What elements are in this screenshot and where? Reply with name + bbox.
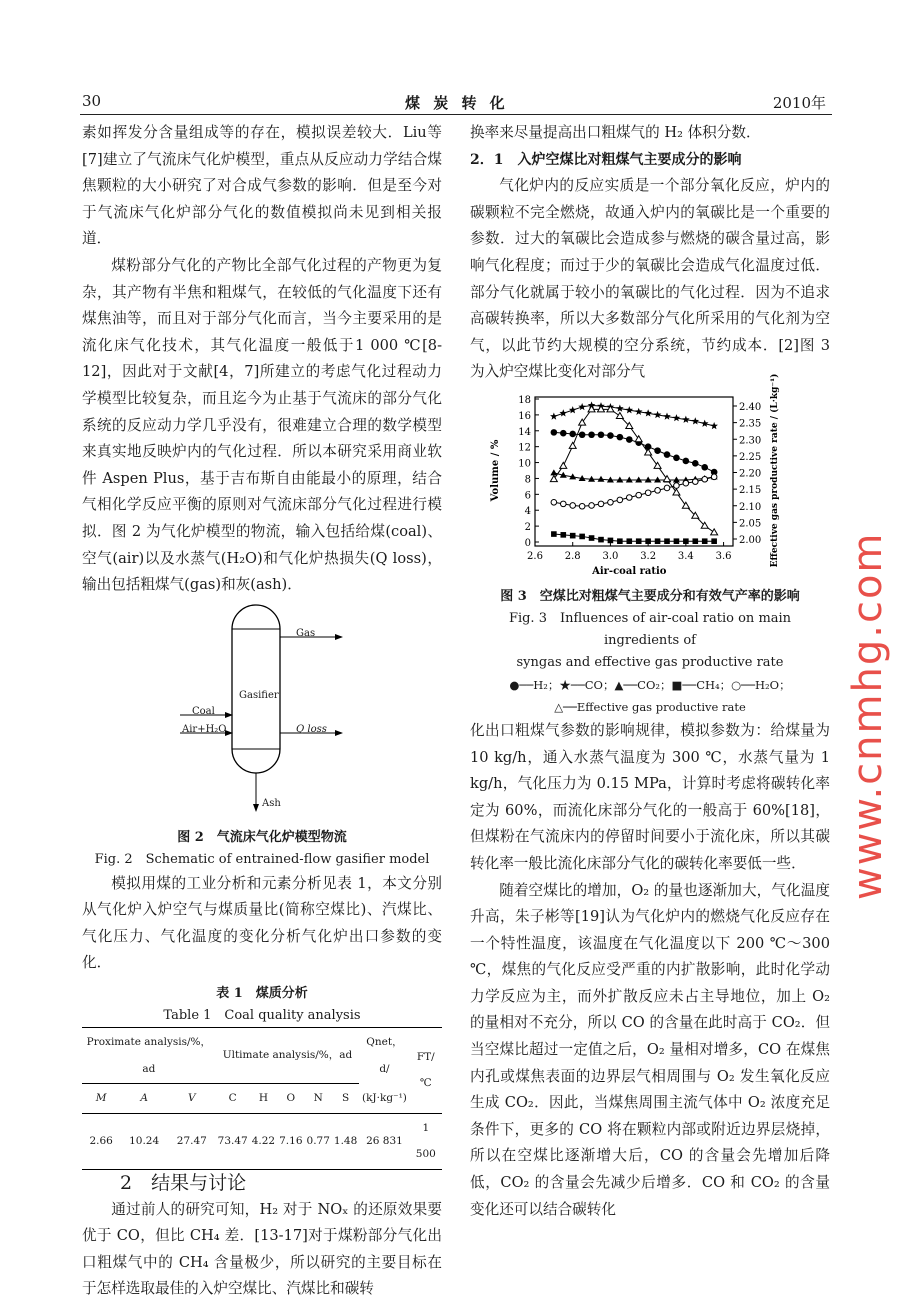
ash-label: Ash: [262, 797, 281, 809]
marker-H2O: [692, 479, 698, 485]
marker-CH4: [598, 537, 604, 543]
marker-CH4: [711, 538, 717, 544]
marker-CH4: [702, 538, 708, 544]
marker-H2O: [674, 483, 680, 489]
paragraph: 模拟用煤的工业分析和元素分析见表 1，本文分别从气化炉入炉空气与煤质量比(简称空煤比)、汽煤比、气化压力、气化温度的变化分析气化炉出口参数的变化．: [82, 874, 442, 972]
y2-tick-label: 2.40: [739, 401, 762, 413]
marker-H2: [626, 436, 633, 443]
table-cell: 4.22: [251, 1135, 276, 1148]
marker-Effective gas productive rate: [569, 442, 576, 448]
marker-H2: [579, 431, 586, 438]
marker-CO2: [654, 476, 661, 482]
watermark: www.cnmhg.com: [845, 531, 891, 900]
marker-H2: [664, 451, 671, 458]
y2-tick-label: 2.10: [739, 501, 762, 513]
y2-tick-label: 2.05: [739, 518, 762, 530]
marker-H2O: [645, 490, 651, 496]
marker-CH4: [636, 538, 642, 544]
marker-CH4: [655, 538, 661, 544]
table-header: N: [313, 1092, 323, 1105]
marker-CO2: [673, 476, 680, 482]
table-header: A: [140, 1092, 148, 1105]
marker-CH4: [692, 538, 698, 544]
table-cell: 10.24: [129, 1135, 160, 1148]
marker-CO: [691, 417, 699, 424]
marker-CO: [550, 412, 558, 419]
coal-label: Coal: [192, 705, 215, 717]
marker-H2O: [570, 503, 576, 509]
marker-H2: [683, 458, 690, 465]
table-cell: 1 500: [415, 1121, 436, 1161]
marker-CO2: [616, 476, 623, 482]
marker-CO2: [550, 469, 557, 475]
marker-H2: [551, 429, 558, 436]
gasifier-label: Gasifier: [239, 689, 279, 701]
figure-3-caption-cn: 图 3 空煤比对粗煤气主要成分和有效气产率的影响: [500, 588, 800, 604]
figure-3-caption-en: Fig. 3 Influences of air-coal ratio on main ingredients of: [508, 610, 792, 648]
x-tick-label: 3.4: [677, 550, 694, 562]
y-tick-label: 18: [518, 394, 531, 406]
marker-H2O: [626, 495, 632, 501]
section-heading: 2 结果与讨论: [120, 1172, 247, 1195]
marker-CH4: [617, 538, 623, 544]
air-coal-ratio-chart: [480, 373, 820, 586]
figure-3: [470, 373, 830, 586]
marker-H2O: [711, 474, 717, 480]
y2-axis-label: Effective gas productive rate / (L·kg⁻¹): [770, 373, 780, 568]
table-header: M: [95, 1092, 107, 1105]
marker-CH4: [608, 538, 614, 544]
marker-H2: [569, 431, 576, 438]
y2-tick-label: 2.20: [739, 468, 762, 480]
marker-H2O: [579, 503, 585, 509]
y2-tick-label: 2.15: [739, 485, 762, 497]
marker-CO: [654, 411, 662, 418]
series-line-Effective gas productive rate: [554, 409, 714, 532]
marker-CO: [616, 404, 624, 411]
table-cell: 73.47: [217, 1135, 248, 1148]
subsection-heading: 2．1 入炉空煤比对粗煤气主要成分的影响: [470, 151, 742, 168]
table-cell: 2.66: [89, 1135, 113, 1148]
marker-CH4: [570, 533, 576, 539]
y2-tick-label: 2.00: [739, 534, 762, 546]
marker-CO: [569, 406, 577, 413]
air-h2o-label: Air+H₂O: [182, 723, 227, 735]
marker-CH4: [645, 538, 651, 544]
marker-CO: [673, 414, 681, 421]
y2-tick-label: 2.25: [739, 451, 762, 463]
marker-H2O: [589, 503, 595, 509]
figure-2-caption-cn: 图 2 气流床气化炉模型物流: [177, 829, 347, 845]
y-tick-label: 2: [524, 522, 531, 534]
marker-CH4: [579, 534, 585, 540]
y-tick-label: 10: [518, 458, 531, 470]
marker-CH4: [626, 538, 632, 544]
table-1-title-en: Table 1 Coal quality analysis: [163, 1008, 361, 1024]
x-axis-label: Air-coal ratio: [592, 565, 667, 577]
marker-CO: [644, 409, 652, 416]
y-tick-label: 16: [518, 410, 531, 422]
figure-3-legend: △──Effective gas productive rate: [554, 699, 746, 714]
y-tick-label: 14: [518, 426, 531, 438]
marker-H2: [654, 447, 661, 454]
figure-2: [82, 599, 442, 827]
marker-H2: [588, 431, 595, 438]
marker-H2O: [655, 487, 661, 493]
y2-tick-label: 2.30: [739, 435, 762, 447]
y-tick-label: 8: [524, 474, 531, 486]
y2-tick-label: 2.35: [739, 418, 762, 430]
paragraph: 煤粉部分气化的产物比全部气化过程的产物更为复杂，其产物有半焦和粗煤气，在较低的气化温度下还有煤焦油等，而且对于部分气化而言，当今主要采用的是流化床气化技术，其气化温度一般低于1 000 ℃[8-12]，因此对于文献[4，7]所建立的考虑气化过程动力学模型比较复杂，而且迄今为止基于气流床的部分气化系统的反应动力学几乎没有，很难建立合理的数学模型来真实地反映炉内的气化过程．所以本研究采用商业软件 Aspen Plus，基于吉布斯自由能最小的原理，结合气相化学反应平衡的原则对气流床部分气化过程进行模拟．图 2 为气化炉模型的物流，输入包括给煤(coal)、空气(air)以及水蒸气(H₂O)和气化炉热损失(Q loss)，输出包括粗煤气(gas)和灰(ash)．: [82, 256, 442, 594]
paragraph: 素如挥发分含量组成等的存在，模拟误差较大．Liu等[7]建立了气流床气化炉模型，重点从反应动力学结合煤焦颗粒的大小研究了对合成气参数的影响．但是至今对于气流床气化炉部分气化的数值模拟尚未见到相关报道．: [82, 124, 442, 248]
marker-CH4: [560, 532, 566, 538]
page-number: 30: [82, 92, 102, 110]
marker-H2O: [617, 497, 623, 503]
marker-H2O: [702, 476, 708, 482]
marker-CO: [559, 409, 567, 416]
marker-Effective gas productive rate: [616, 412, 623, 418]
marker-H2: [692, 460, 699, 467]
marker-H2O: [551, 499, 557, 505]
table-1-title-cn: 表 1 煤质分析: [216, 986, 308, 1002]
table-header: V: [188, 1092, 196, 1105]
x-tick-label: 2.6: [527, 550, 543, 562]
marker-Effective gas productive rate: [711, 529, 718, 535]
x-tick-label: 3.6: [715, 550, 732, 562]
paragraph: 换率来尽量提高出口粗煤气的 H₂ 体积分数．: [470, 124, 761, 141]
y-axis-label: Volume / %: [490, 439, 501, 502]
gas-label: Gas: [296, 627, 316, 639]
x-tick-label: 3.0: [602, 550, 619, 562]
series-line-H2: [554, 432, 714, 472]
table-header: H: [258, 1092, 269, 1105]
marker-H2O: [664, 485, 670, 491]
table-header: Qnet，d/: [366, 1036, 403, 1075]
marker-Effective gas productive rate: [560, 462, 567, 468]
marker-CO2: [645, 476, 652, 482]
year: 2010年: [772, 94, 826, 112]
marker-H2: [701, 464, 708, 471]
table-group-header: Proximate analysis/%，ad: [82, 1028, 216, 1084]
paragraph: 气化炉内的反应实质是一个部分氧化反应，炉内的碳颗粒不完全燃烧，故通入炉内的氧碳比是一个重要的参数．过大的氧碳比会造成参与燃烧的碳含量过高，影响气化程度；而过于少的氧碳比会造成气化温度过低．部分气化就属于较小的氧碳比的气化过程．因为不追求高碳转换率，所以大多数部分气化所采用的气化剂为空气，以此节约大规模的空分系统，节约成本．[2]图 3 为入炉空煤比变化对部分气: [470, 177, 830, 381]
paragraph: 化出口粗煤气参数的影响规律，模拟参数为：给煤量为 10 kg/h，通入水蒸气温度为 300 ℃，水蒸气量为 1 kg/h，气化压力为 0.15 MPa，计算时考虑将碳转化率定为 60%，而流化床部分气化的一般高于 60%[18]，但煤粉在气流床内的停留时间要小于流化床，所以其碳转化率一般比流化床部分气化的碳转化率要低一些．: [470, 721, 830, 872]
marker-H2: [673, 454, 680, 461]
x-tick-label: 3.2: [640, 550, 657, 562]
paragraph: 通过前人的研究可知，H₂ 对于 NOₓ 的还原效果要优于 CO，但比 CH₄ 差．[13-17]对于煤粉部分气化出口粗煤气中的 CH₄ 含量极少，所以研究的主要目标在于怎样选取最佳的入炉空煤比、汽煤比和碳转: [82, 1200, 442, 1298]
y-tick-label: 6: [524, 490, 531, 502]
series-line-CO2: [554, 473, 714, 480]
table-cell: 7.16: [279, 1135, 303, 1148]
marker-CO2: [626, 476, 633, 482]
figure-3-caption-en: syngas and effective gas productive rate: [516, 654, 784, 670]
y-tick-label: 12: [518, 442, 531, 454]
figure-3-legend: ●──H₂；★──CO；▲──CO₂；■──CH₄；○──H₂O；: [509, 677, 791, 692]
figure-2-caption-en: Fig. 2 Schematic of entrained-flow gasifier model: [94, 851, 430, 867]
marker-H2: [607, 432, 614, 439]
marker-H2O: [560, 501, 566, 507]
marker-CH4: [551, 531, 557, 537]
paragraph: 随着空煤比的增加，O₂ 的量也逐渐加大，气化温度升高，朱子彬等[19]认为气化炉内的燃烧气化反应存在一个特性温度，该温度在气化温度以下 200 ℃～300 ℃，煤焦的气化反应受严重的内扩散影响，此时化学动力学反应为主，而外扩散反应未占主导地位，加上 O₂ 的量相对不充分，所以 CO 的含量在此时高于 CO₂．但当空煤比超过一定值之后，O₂ 量相对增多，CO 在煤焦内孔或煤焦表面的边界层气相周围与 O₂ 发生氧化反应生成 CO₂．因此，当煤焦周围主流气体中 O₂ 浓度充足条件下，更多的 CO 将在颗粒内部或附近边界层烧掉，所以在空煤比逐渐增大后，CO 的含量会先增加后降低，CO₂ 的含量会先减少后增多．CO 和 CO₂ 的含量变化还可以结合碳转化: [470, 881, 830, 1218]
journal-name: 煤 炭 转 化: [405, 94, 509, 112]
table-cell: 0.77: [306, 1135, 330, 1148]
marker-CO: [710, 422, 718, 429]
table-cell: 1.48: [333, 1135, 358, 1148]
marker-H2: [617, 434, 624, 441]
left-column: [82, 120, 442, 1303]
y-tick-label: 0: [524, 537, 531, 549]
marker-CO: [682, 416, 690, 423]
marker-H2: [560, 430, 567, 437]
table-row: [82, 1113, 442, 1169]
marker-H2O: [598, 501, 604, 507]
marker-CH4: [589, 535, 595, 541]
right-column: [470, 120, 830, 1223]
series-line-H2O: [554, 477, 714, 506]
marker-CO: [625, 406, 633, 413]
marker-CH4: [683, 538, 689, 544]
coal-quality-table: [82, 1027, 442, 1170]
marker-CO: [635, 408, 643, 415]
marker-H2O: [636, 492, 642, 498]
table-header: C: [228, 1092, 237, 1105]
table-header: FT/℃: [416, 1050, 435, 1090]
table-header: (kJ·kg⁻¹): [361, 1092, 407, 1104]
marker-CH4: [664, 538, 670, 544]
marker-CO: [701, 420, 709, 427]
marker-CO: [663, 412, 671, 419]
table-header: O: [286, 1092, 296, 1105]
header-rule: [80, 114, 832, 115]
q-loss-label: Q loss: [296, 723, 327, 735]
marker-H2O: [608, 499, 614, 505]
marker-CH4: [674, 538, 680, 544]
series-line-CO: [554, 405, 714, 426]
series-line-CH4: [554, 534, 714, 541]
y-tick-label: 4: [524, 506, 531, 518]
marker-CO: [578, 403, 586, 410]
x-tick-label: 2.8: [564, 550, 581, 562]
marker-CO2: [635, 476, 642, 482]
table-cell: 27.47: [176, 1135, 207, 1148]
marker-H2O: [683, 480, 689, 486]
table-cell: 26 831: [366, 1135, 403, 1148]
marker-H2: [598, 431, 605, 438]
table-group-header: Ultimate analysis/%，ad: [216, 1028, 360, 1084]
table-header: S: [342, 1092, 350, 1105]
